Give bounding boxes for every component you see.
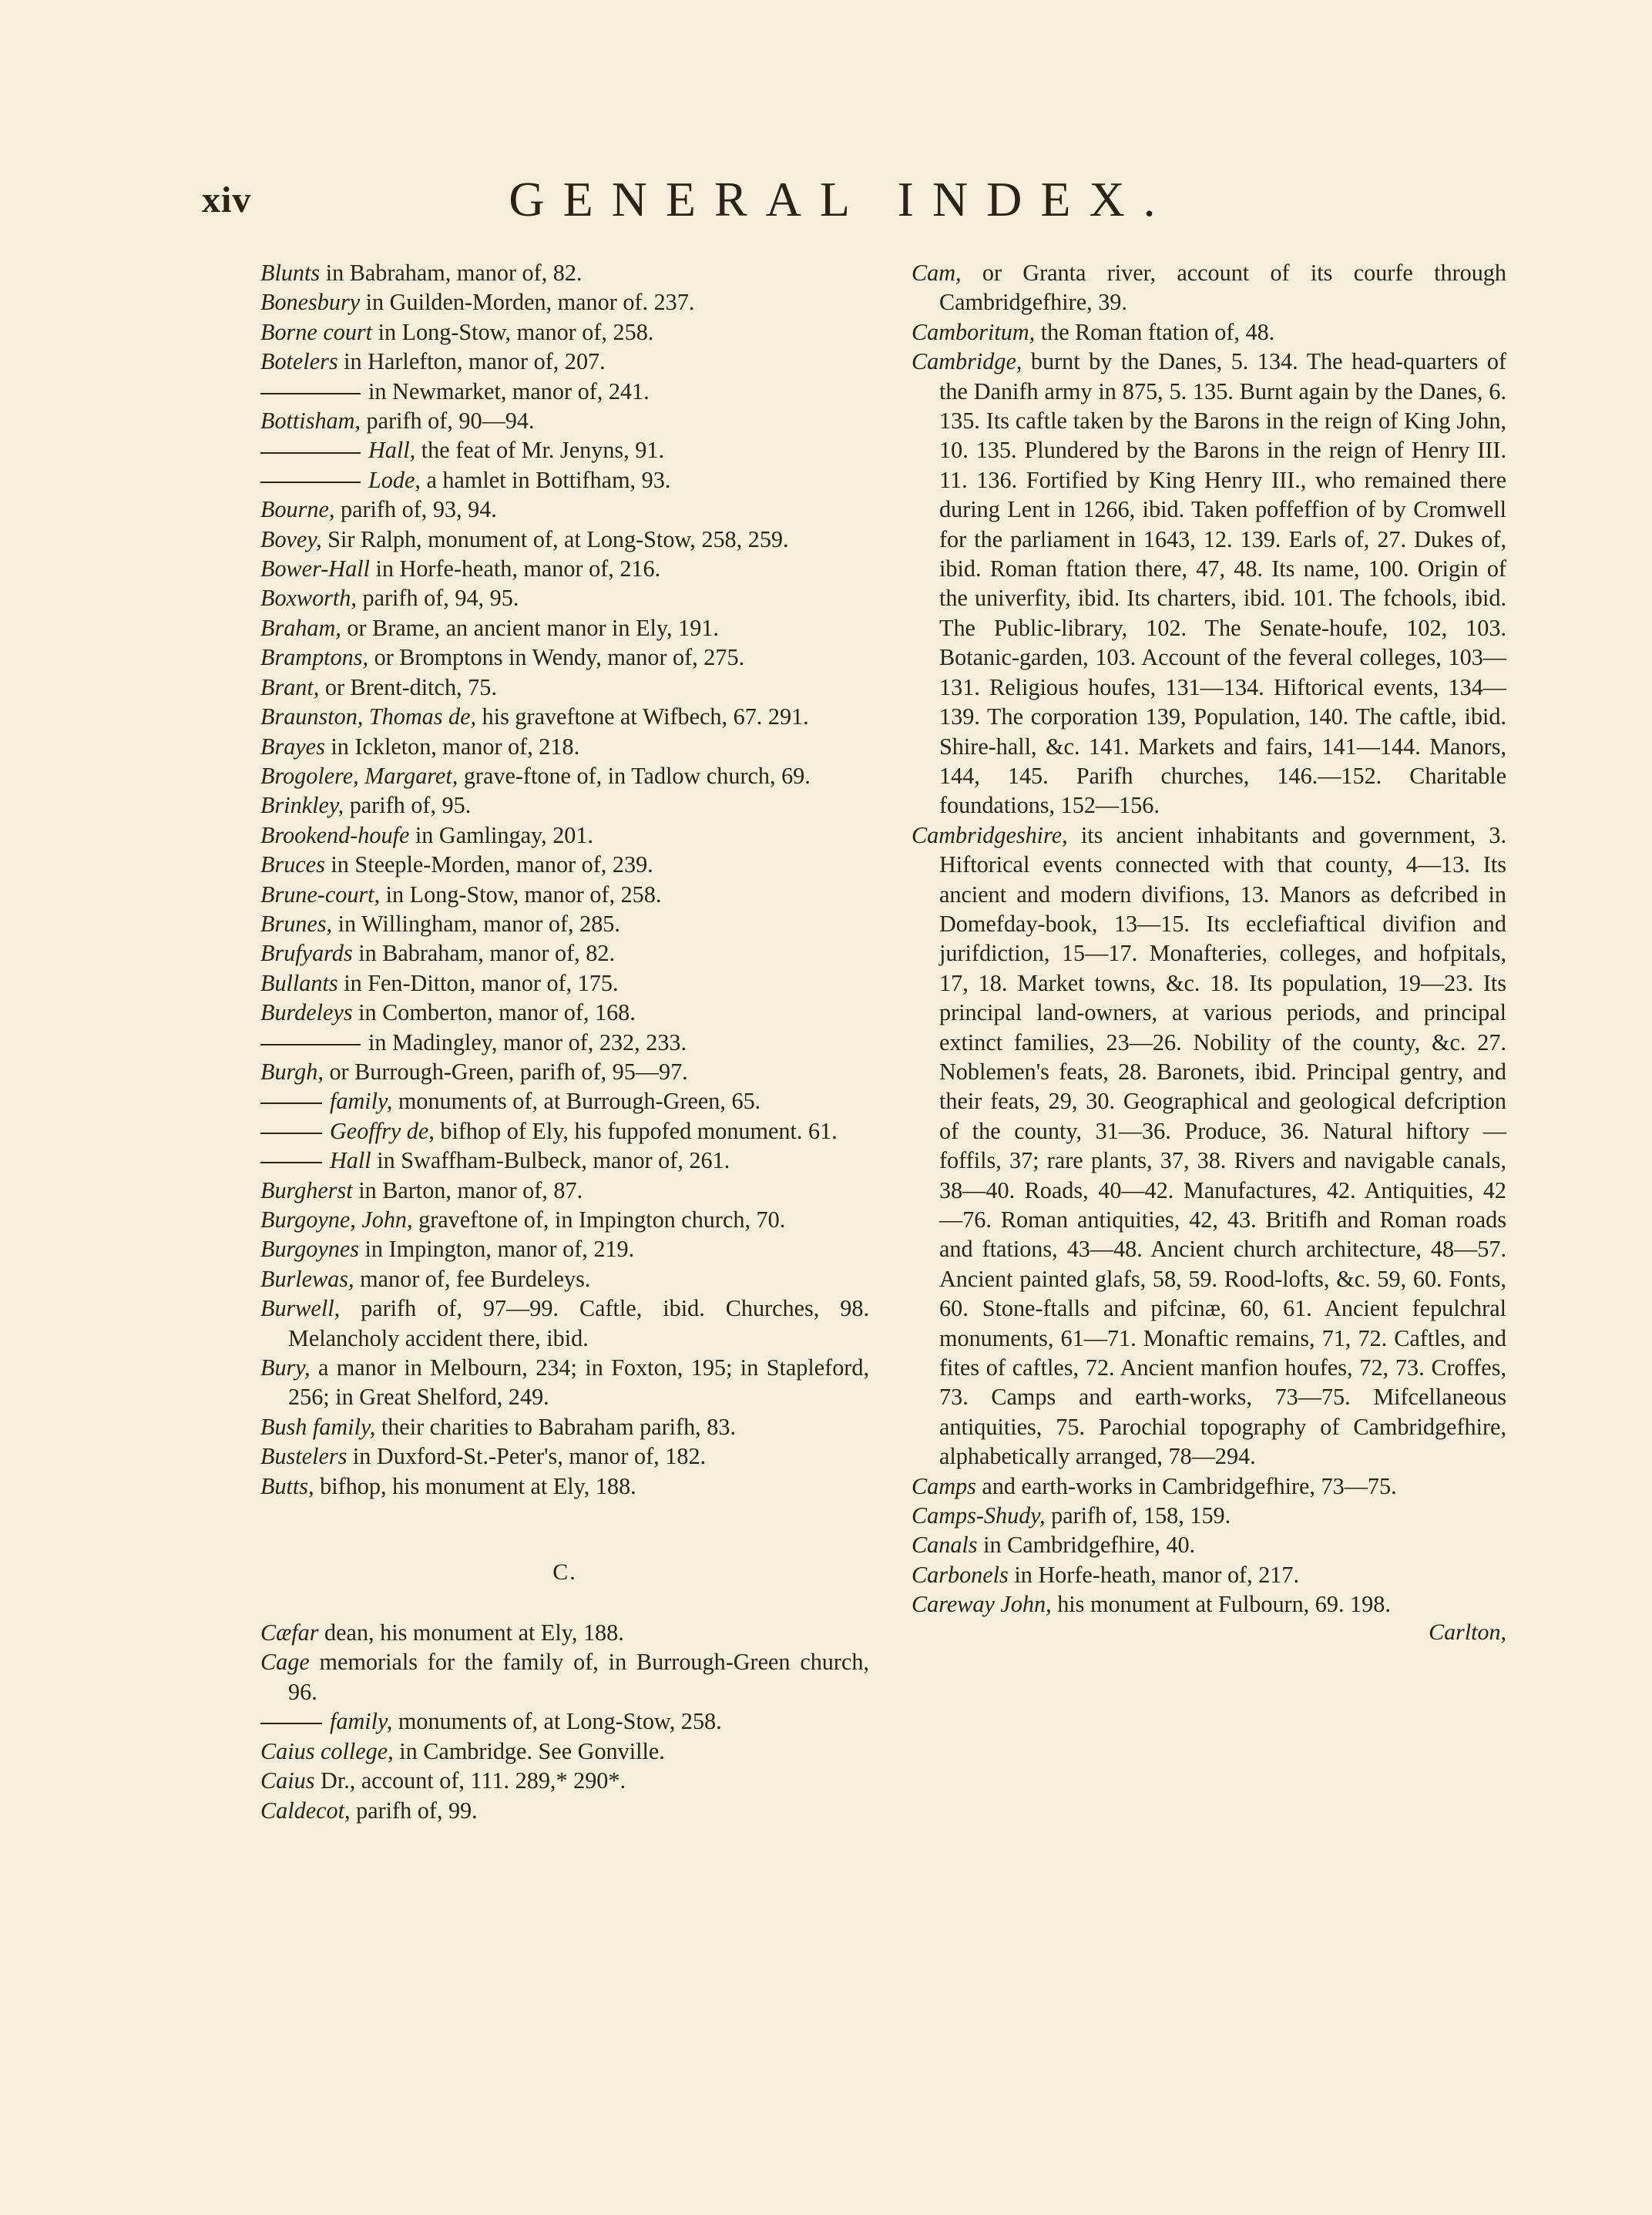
ditto-rule [260, 1162, 322, 1163]
index-entry [260, 258, 869, 287]
entry-headword: Brookend-houfe [260, 821, 410, 848]
entry-text: in Madingley, manor of, 232, 233. [368, 1029, 687, 1055]
index-entry [260, 1086, 869, 1116]
entry-text: a hamlet in Bottifham, 93. [420, 466, 671, 493]
entry-headword: Caius [260, 1767, 315, 1794]
entry-headword: Camboritum, [912, 318, 1036, 345]
entry-headword: Brayes [260, 733, 325, 760]
index-entry [260, 1472, 869, 1501]
ditto-rule [260, 452, 361, 454]
ditto-rule [260, 1044, 361, 1045]
section-heading-c: C. [552, 1559, 577, 1586]
entry-headword: Hall [330, 1147, 371, 1174]
entry-headword: Brufyards [260, 940, 353, 967]
index-entry [260, 495, 869, 524]
entry-text: or Brent-ditch, 75. [319, 673, 497, 700]
entry-text: in Horfe-heath, manor of, 217. [1008, 1561, 1300, 1588]
index-entry [260, 287, 869, 317]
index-entry [260, 938, 869, 968]
entry-headword: Botelers [260, 348, 338, 375]
ditto-rule [260, 1723, 322, 1724]
entry-text: burnt by the Danes, 5. 134. The head-quarters of the Danifh army in 875, 5. 135. Burnt again by the Danes, 6. 135. Its caftle taken by the Barons in the reign of King John, 10. 135. Plundered by the Barons in the reign of Henry III. 11. 136. Fortified by King Henry III., who remained there during Lent in 1266, ibid. Taken poffeffion of by Cromwell for the parliament in 1643, 12. 139. Earls of, 27. Dukes of, ibid. Roman ftation there, 47, 48. Its name, 100. Origin of the univerfity, ibid. Its charters, ibid. 101. The fchools, ibid. The Public-library, 102. The Senate-houfe, 102, 103. Botanic-garden, 103. Account of the feveral colleges, 103—131. Religious houfes, 131—134. Hiftorical events, 134—139. The corporation 139, Population, 140. The caftle, ibid. Shire-hall, &c. 141. Markets and fairs, 141—144. Manors, 144, 145. Parifh churches, 146.—152. Charitable foundations, 152—156. [939, 348, 1506, 819]
entry-text: bifhop of Ely, his fuppofed monument. 61. [434, 1117, 838, 1144]
entry-headword: Cage [260, 1649, 310, 1676]
index-entry [260, 732, 869, 761]
entry-text: its ancient inhabitants and government, 3. Hiftorical events connected with that county, 4—13. Its ancient and modern divifions, 13. Manors as defcribed in Domefday-book, 13—15. Its ecclefiaftical divifion and jurifdiction, 15—17. Monafteries, colleges, and hofpitals, 17, 18. Market towns, &c. 18. Its population, 19—23. Its principal land-owners, at various periods, and principal extinct families, 23—26. Nobility of the county, &c. 27. Noblemen's feats, 28. Baronets, ibid. Principal gentry, and their feats, 29, 30. Geographical and geological defcription of the county, 31—36. Produce, 36. Natural hiftory —foffils, 37; rare plants, 37, 38. Rivers and navigable canals, 38—40. Roads, 40—42. Manufactures, 42. Antiquities, 42—76. Roman antiquities, 42, 43. Britifh and Roman roads and ftations, 43—48. Ancient church architecture, 48—57. Ancient painted glafs, 58, 59. Rood-lofts, &c. 59, 60. Fonts, 60. Stone-ftalls and pifcinæ, 60, 61. Ancient fepulchral monuments, 61—71. Monaftic remains, 71, 72. Caftles, and fites of caftles, 72. Ancient manfion houfes, 72, 73. Croffes, 73. Camps and earth-works, 73—75. Mifcellaneous antiquities, 75. Parochial topography of Cambridgefhire, alphabetically arranged, 78—294. [939, 821, 1506, 1470]
entry-headword: family, [330, 1088, 393, 1115]
entry-headword: Braham, [260, 614, 341, 641]
index-entry [260, 850, 869, 879]
index-entry [260, 1116, 869, 1146]
entry-text: parifh of, 94, 95. [356, 585, 519, 612]
entry-headword: Brogolere, Margaret, [260, 762, 458, 789]
index-entry [260, 317, 869, 347]
index-entry [260, 1618, 869, 1647]
entry-headword: Bonesbury [260, 289, 361, 316]
entry-headword: Cambridge, [912, 348, 1022, 375]
ditto-rule [260, 393, 361, 394]
entry-headword: Camps-Shudy, [912, 1502, 1046, 1529]
entry-text: parifh of, 158, 159. [1045, 1502, 1231, 1529]
entry-headword: Carbonels [912, 1561, 1009, 1588]
index-entry [260, 613, 869, 643]
index-entry [912, 1589, 1506, 1619]
index-entry [260, 790, 869, 820]
index-entries-b [260, 258, 869, 1501]
entry-text: in Babraham, manor of, 82. [320, 260, 583, 286]
entry-headword: Brinkley, [260, 792, 344, 819]
entry-headword: Burdeleys [260, 999, 353, 1026]
index-entry [260, 1146, 869, 1175]
entry-headword: Brant, [260, 673, 320, 700]
entry-text: in Gamlingay, 201. [409, 821, 594, 848]
entry-text: in Cambridge. See Gonville. [393, 1737, 665, 1764]
index-entry [260, 406, 869, 435]
entry-text: parifh of, 93, 94. [334, 496, 497, 523]
entry-headword: Bullants [260, 969, 338, 996]
index-entry [260, 1264, 869, 1294]
entry-headword: Burgoyne, John, [260, 1207, 413, 1233]
entry-text: his monument at Fulbourn, 69. 198. [1051, 1591, 1391, 1618]
entry-text: grave-ftone of, in Tadlow church, 69. [458, 762, 811, 789]
entry-headword: Butts, [260, 1472, 314, 1499]
index-entry [260, 998, 869, 1027]
entry-text: or Burrough-Green, parifh of, 95—97. [323, 1058, 688, 1085]
index-entry [260, 1234, 869, 1264]
entry-headword: Bruces [260, 851, 325, 878]
entry-text: manor of, fee Burdeleys. [354, 1265, 591, 1292]
entry-text: Dr., account of, 111. 289,* 290*. [314, 1767, 626, 1794]
index-entry [260, 761, 869, 790]
index-entry [260, 1441, 869, 1471]
entry-headword: Bourne, [260, 496, 335, 523]
index-entry [260, 554, 869, 583]
index-entry [912, 1472, 1506, 1501]
index-entry [260, 1176, 869, 1205]
entry-text: or Granta river, account of its courfe through Cambridgefhire, 39. [939, 260, 1506, 316]
entry-headword: Hall, [368, 437, 416, 464]
entry-headword: Brune-court, [260, 881, 381, 908]
left-column [260, 258, 869, 1825]
entry-text: monuments of, at Burrough-Green, 65. [392, 1088, 761, 1115]
entry-text: dean, his monument at Ely, 188. [318, 1619, 624, 1646]
entry-headword: Braunston, Thomas de, [260, 703, 477, 730]
entry-headword: Burgherst [260, 1176, 353, 1203]
index-entry [260, 1737, 869, 1766]
index-entry [260, 1057, 869, 1086]
entry-headword: Bower-Hall [260, 555, 370, 582]
entry-text: in Cambridgefhire, 40. [977, 1532, 1196, 1559]
index-entry [260, 702, 869, 731]
entry-headword: Bovey, [260, 525, 322, 552]
entry-headword: Geoffry de, [330, 1117, 435, 1144]
index-entry [260, 1707, 869, 1736]
entry-text: in Newmarket, manor of, 241. [368, 378, 650, 404]
entry-text: in Ickleton, manor of, 218. [324, 733, 580, 760]
entry-text: in Comberton, manor of, 168. [352, 999, 636, 1026]
entry-headword: Burlewas, [260, 1265, 354, 1292]
index-entries-right [912, 258, 1506, 1619]
entry-headword: Camps [912, 1472, 976, 1499]
page-title: GENERAL INDEX. [509, 172, 1174, 227]
entry-text: in Impington, manor of, 219. [359, 1236, 635, 1263]
index-entry [260, 435, 869, 465]
index-entry [260, 673, 869, 702]
index-entry [260, 821, 869, 850]
index-entry [260, 968, 869, 998]
ditto-rule [260, 1133, 322, 1134]
entry-text: parifh of, 90—94. [360, 408, 535, 435]
entry-headword: Cambridgeshire, [912, 821, 1068, 848]
entry-text: in Swaffham-Bulbeck, manor of, 261. [371, 1147, 730, 1174]
entry-text: their charities to Babraham parifh, 83. [375, 1413, 737, 1440]
entry-text: in Long-Stow, manor of, 258. [380, 881, 662, 908]
entry-text: his graveftone at Wifbech, 67. 291. [476, 703, 809, 730]
index-entry [260, 1205, 869, 1234]
entry-text: in Duxford-St.-Peter's, manor of, 182. [347, 1443, 707, 1470]
entry-headword: Bustelers [260, 1443, 348, 1470]
entry-text: monuments of, at Long-Stow, 258. [392, 1708, 722, 1735]
entry-text: or Brame, an ancient manor in Ely, 191. [341, 614, 719, 641]
entry-text: in Babraham, manor of, 82. [352, 940, 616, 967]
entry-headword: Bush family, [260, 1413, 376, 1440]
index-entry [260, 1412, 869, 1441]
entry-headword: Lode, [368, 466, 421, 493]
entry-text: parifh of, 97—99. Caftle, ibid. Churches, 98. Melancholy accident there, ibid. [288, 1295, 869, 1351]
index-entry [260, 465, 869, 495]
index-entry [260, 1766, 869, 1795]
entry-headword: Canals [912, 1532, 978, 1559]
entry-text: memorials for the family of, in Burrough-Green church, 96. [288, 1649, 869, 1705]
entry-text: in Horfe-heath, manor of, 216. [369, 555, 661, 582]
entry-text: parifh of, 99. [350, 1797, 478, 1824]
entry-text: in Willingham, manor of, 285. [332, 910, 620, 937]
entry-headword: Burgoynes [260, 1236, 359, 1263]
entry-text: in Steeple-Morden, manor of, 239. [324, 851, 653, 878]
index-entry [260, 1796, 869, 1825]
index-entry [260, 525, 869, 554]
entry-headword: Burgh, [260, 1058, 324, 1085]
index-entry [260, 1647, 869, 1707]
index-entry [260, 1294, 869, 1353]
entry-headword: Blunts [260, 260, 321, 286]
index-entries-c [260, 1618, 869, 1825]
entry-text: the Roman ftation of, 48. [1035, 318, 1275, 345]
entry-text: in Barton, manor of, 87. [352, 1176, 583, 1203]
entry-headword: Boxworth, [260, 585, 357, 612]
right-column [912, 258, 1506, 1646]
entry-text: or Bromptons in Wendy, manor of, 275. [368, 644, 745, 671]
entry-headword: Brunes, [260, 910, 333, 937]
entry-headword: Bottisham, [260, 408, 361, 435]
entry-headword: Bramptons, [260, 644, 369, 671]
index-entry [260, 347, 869, 376]
entry-text: in Long-Stow, manor of, 258. [372, 318, 654, 345]
entry-headword: Caldecot, [260, 1797, 351, 1824]
ditto-rule [260, 482, 361, 483]
entry-text: graveftone of, in Impington church, 70. [412, 1207, 786, 1233]
entry-text: a manor in Melbourn, 234; in Foxton, 195; in Stapleford, 256; in Great Shelford, 249. [288, 1354, 869, 1411]
entry-text: bifhop, his monument at Ely, 188. [314, 1472, 636, 1499]
entry-headword: Caius college, [260, 1737, 394, 1764]
index-entry [260, 377, 869, 406]
index-entry [912, 1560, 1506, 1589]
entry-headword: Borne court [260, 318, 373, 345]
index-entry [912, 821, 1506, 1472]
entry-text: and earth-works in Cambridgefhire, 73—75. [975, 1472, 1397, 1499]
index-entry [260, 583, 869, 612]
index-entry [912, 1501, 1506, 1530]
entry-headword: Cæfar [260, 1619, 319, 1646]
index-entry [260, 909, 869, 938]
index-entry [912, 1530, 1506, 1559]
index-entry [260, 1028, 869, 1057]
entry-headword: Bury, [260, 1354, 311, 1381]
index-entry [260, 1353, 869, 1412]
entry-text: in Harlefton, manor of, 207. [337, 348, 606, 375]
ditto-rule [260, 1102, 322, 1104]
entry-text: Sir Ralph, monument of, at Long-Stow, 258, 259. [321, 525, 789, 552]
index-entry [912, 317, 1506, 347]
entry-text: in Guilden-Morden, manor of. 237. [360, 289, 695, 316]
entry-headword: Burwell, [260, 1295, 341, 1322]
entry-headword: Careway John, [912, 1591, 1052, 1618]
entry-headword: family, [330, 1708, 393, 1735]
entry-headword: Cam, [912, 260, 962, 286]
entry-text: parifh of, 95. [344, 792, 472, 819]
entry-text: in Fen-Ditton, manor of, 175. [337, 969, 619, 996]
entry-text: the feat of Mr. Jenyns, 91. [415, 437, 664, 464]
catchword: Carlton, [1429, 1619, 1506, 1645]
index-entry [260, 880, 869, 909]
page-folio: xiv [202, 180, 252, 220]
index-entry [260, 643, 869, 672]
index-entry [912, 347, 1506, 821]
index-entry [912, 258, 1506, 317]
